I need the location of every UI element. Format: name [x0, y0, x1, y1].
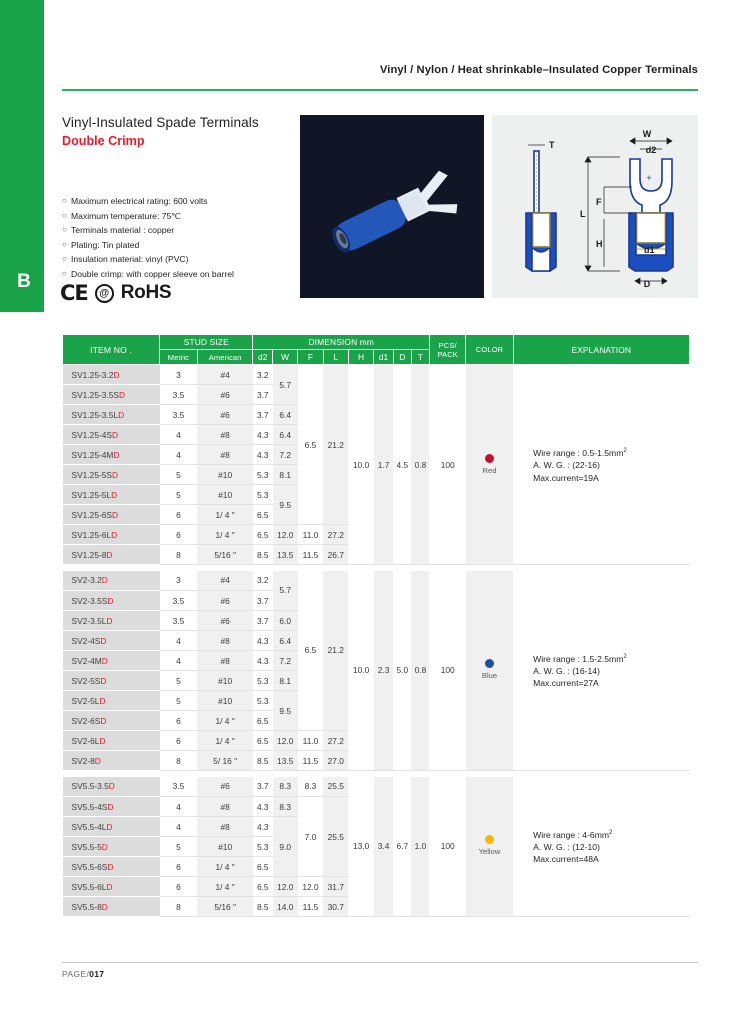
cell-american: 1/ 4 ": [197, 857, 253, 877]
eco-recycle-icon: @: [95, 284, 114, 303]
cell-d2: 5.3: [253, 837, 273, 857]
cell-american: #10: [197, 485, 253, 505]
cell-american: #10: [197, 465, 253, 485]
item-suffix: D: [101, 901, 108, 912]
item-suffix: D: [107, 801, 114, 812]
cell-d1: 1.7: [374, 365, 394, 565]
cell-pcs-pack: 100: [429, 365, 465, 565]
cell-item-no: SV2-4SD: [63, 631, 160, 651]
th-pcs-line1: PCS/: [438, 340, 457, 350]
certification-row: [60, 281, 171, 305]
color-name: Yellow: [478, 847, 501, 857]
cell-d2: 6.5: [253, 731, 273, 751]
label-D: D: [643, 279, 651, 289]
cell-item-no: SV5.5-8D: [63, 897, 160, 917]
cell-d2: 4.3: [253, 651, 273, 671]
cell-d2: 6.5: [253, 857, 273, 877]
cell-w: 14.0: [273, 897, 298, 917]
cell-item-no: SV5.5-4LD: [63, 817, 160, 837]
explanation-line: Max.current=27A: [533, 678, 599, 689]
cell-item-no: SV1.25-3.5SD: [63, 385, 160, 405]
item-suffix: D: [101, 655, 108, 666]
cell-l: 31.7: [323, 877, 348, 897]
cell-item-no: SV2-3.2D: [63, 571, 160, 591]
cell-d1: 2.3: [374, 571, 394, 771]
spec-item-label: Terminals material : copper: [71, 225, 175, 236]
label-T: T: [549, 140, 555, 150]
explanation-line: Max.current=48A: [533, 854, 599, 865]
cell-metric: 3.5: [160, 611, 198, 631]
explanation-line: Max.current=19A: [533, 472, 599, 483]
cell-american: #6: [197, 611, 253, 631]
item-suffix: D: [100, 635, 107, 646]
explanation-line: A. W. G. : (22-16): [533, 460, 600, 471]
spec-list: [62, 194, 298, 282]
cell-w: 9.0: [273, 817, 298, 877]
cell-w: 7.2: [273, 445, 298, 465]
color-swatch-icon: [485, 454, 494, 463]
cell-t: 0.8: [411, 365, 429, 565]
cell-pcs-pack: 100: [429, 777, 465, 917]
th-pcs-line2: PACK: [437, 349, 458, 359]
cell-w: 8.1: [273, 465, 298, 485]
th-metric: Metric: [160, 350, 198, 365]
cell-d2: 4.3: [253, 631, 273, 651]
cell-d2: 3.7: [253, 405, 273, 425]
bullet-icon: ○: [62, 254, 67, 264]
item-suffix: D: [94, 755, 101, 766]
cell-w: 8.3: [273, 777, 298, 797]
cell-item-no: SV2-5SD: [63, 671, 160, 691]
cell-d2: 8.5: [253, 545, 273, 565]
cell-d2: 5.3: [253, 485, 273, 505]
cell-item-no: SV1.25-6LD: [63, 525, 160, 545]
cell-american: #4: [197, 365, 253, 385]
item-suffix: D: [107, 861, 114, 872]
item-suffix: D: [106, 821, 113, 832]
cell-metric: 8: [160, 545, 198, 565]
th-dimension: DIMENSION mm: [253, 335, 430, 350]
item-suffix: D: [111, 529, 118, 540]
th-item-no: ITEM NO .: [63, 335, 160, 365]
cell-metric: 8: [160, 751, 198, 771]
cell-w: 6.4: [273, 631, 298, 651]
page-footer: [62, 969, 104, 979]
bullet-icon: ○: [62, 268, 67, 278]
cell-american: 5/16 ": [197, 897, 253, 917]
color-swatch-icon: [485, 835, 494, 844]
spec-item-label: Plating: Tin plated: [71, 239, 140, 250]
cell-d2: 3.7: [253, 777, 273, 797]
page-header-title: Vinyl / Nylon / Heat shrinkable–Insulated Copper Terminals: [379, 64, 698, 76]
cell-w: 13.5: [273, 751, 298, 771]
cell-d2: 4.3: [253, 445, 273, 465]
th-pcs-pack: [429, 335, 465, 365]
cell-w: 6.0: [273, 611, 298, 631]
cell-d: 4.5: [393, 365, 411, 565]
cell-metric: 6: [160, 857, 198, 877]
spec-item: [62, 238, 298, 253]
footer-divider: [62, 962, 698, 963]
color-name: Blue: [481, 671, 498, 681]
cell-metric: 3.5: [160, 385, 198, 405]
cell-d2: 6.5: [253, 877, 273, 897]
cell-f: 11.0: [298, 525, 323, 545]
cell-l: 30.7: [323, 897, 348, 917]
cell-american: 1/ 4 ": [197, 505, 253, 525]
cell-american: #8: [197, 797, 253, 817]
cell-item-no: SV2-6LD: [63, 731, 160, 751]
svg-text:+: +: [646, 173, 652, 183]
item-suffix: D: [106, 615, 113, 626]
explanation-line: Wire range : $4-6mm^2$: [533, 829, 613, 840]
item-suffix: D: [101, 841, 108, 852]
cell-item-no: SV5.5-3.5D: [63, 777, 160, 797]
cell-item-no: SV1.25-4MD: [63, 445, 160, 465]
spec-item-label: Insulation material: vinyl (PVC): [71, 254, 189, 265]
cell-american: #6: [197, 385, 253, 405]
cell-metric: 4: [160, 817, 198, 837]
cell-d2: 4.3: [253, 425, 273, 445]
ce-icon: CE: [60, 281, 88, 305]
cell-metric: 3.5: [160, 405, 198, 425]
cell-item-no: SV1.25-8D: [63, 545, 160, 565]
cell-metric: 6: [160, 525, 198, 545]
section-tab-b: B: [8, 265, 40, 299]
cell-metric: 3.5: [160, 777, 198, 797]
table-head: [63, 335, 690, 365]
cell-w: 8.1: [273, 671, 298, 691]
th-d2: d2: [253, 350, 273, 365]
cell-l: 21.2: [323, 365, 348, 525]
cell-w: 6.4: [273, 405, 298, 425]
label-d2: d2: [645, 145, 657, 155]
cell-american: #8: [197, 445, 253, 465]
item-suffix: D: [100, 675, 107, 686]
cell-d2: 6.5: [253, 711, 273, 731]
cell-l: 27.2: [323, 525, 348, 545]
cell-w: 5.7: [273, 571, 298, 611]
cell-explanation: [513, 365, 689, 565]
cell-l: 27.2: [323, 731, 348, 751]
cell-item-no: SV2-3.5SD: [63, 591, 160, 611]
cell-item-no: SV5.5-6SD: [63, 857, 160, 877]
explanation-line: Wire range : $0.5-1.5mm^2$: [533, 447, 627, 458]
cell-american: #8: [197, 425, 253, 445]
bullet-icon: ○: [62, 225, 67, 235]
product-title: Vinyl-Insulated Spade Terminals: [62, 115, 259, 130]
bullet-icon: ○: [62, 196, 67, 205]
cell-american: #6: [197, 591, 253, 611]
header-divider: [62, 89, 698, 91]
color-swatch-icon: [485, 659, 494, 668]
item-suffix: D: [112, 509, 119, 520]
cell-item-no: SV2-3.5LD: [63, 611, 160, 631]
cell-f: 12.0: [298, 877, 323, 897]
th-american: American: [197, 350, 253, 365]
cell-d2: 3.7: [253, 385, 273, 405]
label-H: H: [596, 239, 603, 249]
item-suffix: D: [99, 695, 106, 706]
cell-f: 8.3: [298, 777, 323, 797]
specifications-table: [62, 334, 690, 917]
spec-item-label: Maximum electrical rating: 600 volts: [71, 196, 208, 206]
cell-color: [466, 571, 513, 771]
cell-item-no: SV1.25-5SD: [63, 465, 160, 485]
item-suffix: D: [106, 549, 113, 560]
cell-d2: 4.3: [253, 817, 273, 837]
cell-f: 11.5: [298, 897, 323, 917]
cell-item-no: SV5.5-6LD: [63, 877, 160, 897]
spec-item: [62, 267, 298, 282]
cell-color: [466, 777, 513, 917]
th-t: T: [411, 350, 429, 365]
cell-explanation: [513, 777, 689, 917]
cell-f: 6.5: [298, 365, 323, 525]
cell-item-no: SV2-5LD: [63, 691, 160, 711]
cell-f: 11.5: [298, 751, 323, 771]
item-suffix: D: [112, 429, 119, 440]
cell-metric: 5: [160, 671, 198, 691]
cell-d2: 3.2: [253, 571, 273, 591]
cell-t: 1.0: [411, 777, 429, 917]
cell-w: 12.0: [273, 525, 298, 545]
cell-american: 1/ 4 ": [197, 711, 253, 731]
unit-superscript: 2: [623, 447, 627, 454]
product-photo: [300, 115, 484, 298]
cell-l: 25.5: [323, 777, 348, 797]
item-suffix: D: [106, 881, 113, 892]
cell-d2: 5.3: [253, 671, 273, 691]
table-row: [63, 777, 690, 797]
cell-d2: 5.3: [253, 465, 273, 485]
spec-item-label: Double crimp: with copper sleeve on barrel: [71, 268, 234, 279]
cell-item-no: SV2-4MD: [63, 651, 160, 671]
cell-w: 8.3: [273, 797, 298, 817]
cell-w: 7.2: [273, 651, 298, 671]
item-suffix: D: [101, 575, 108, 586]
cell-american: #6: [197, 405, 253, 425]
cell-metric: 4: [160, 425, 198, 445]
spec-item: [62, 252, 298, 267]
cell-d2: 3.7: [253, 591, 273, 611]
table-row: [63, 571, 690, 591]
item-suffix: D: [112, 469, 119, 480]
cell-l: 25.5: [323, 797, 348, 877]
th-stud-size: STUD SIZE: [160, 335, 253, 350]
th-w: W: [273, 350, 298, 365]
item-suffix: D: [119, 389, 126, 400]
cell-d2: 5.3: [253, 691, 273, 711]
explanation-line: A. W. G. : (12-10): [533, 841, 600, 852]
cell-american: #8: [197, 631, 253, 651]
label-L: L: [580, 209, 586, 219]
cell-american: 1/ 4 ": [197, 525, 253, 545]
cell-w: 13.5: [273, 545, 298, 565]
cell-metric: 5: [160, 837, 198, 857]
technical-drawing: [492, 115, 698, 298]
cell-d1: 3.4: [374, 777, 394, 917]
cell-american: 1/ 4 ": [197, 877, 253, 897]
cell-l: 21.2: [323, 571, 348, 731]
cell-metric: 3.5: [160, 591, 198, 611]
th-d1: d1: [374, 350, 394, 365]
cell-metric: 6: [160, 731, 198, 751]
cell-american: #8: [197, 817, 253, 837]
cell-d2: 3.2: [253, 365, 273, 385]
cell-color: [466, 365, 513, 565]
th-h: H: [348, 350, 373, 365]
cell-f: 7.0: [298, 797, 323, 877]
bullet-icon: ○: [62, 210, 67, 220]
cell-metric: 3: [160, 571, 198, 591]
cell-d2: 8.5: [253, 751, 273, 771]
unit-superscript: 2: [623, 653, 627, 660]
cell-explanation: [513, 571, 689, 771]
cell-item-no: SV1.25-3.5LD: [63, 405, 160, 425]
cell-metric: 4: [160, 651, 198, 671]
item-suffix: D: [118, 409, 125, 420]
bullet-icon: ○: [62, 239, 67, 249]
th-d: D: [393, 350, 411, 365]
cell-w: 6.4: [273, 425, 298, 445]
cell-item-no: SV1.25-3.2D: [63, 365, 160, 385]
cell-metric: 4: [160, 445, 198, 465]
cell-metric: 6: [160, 505, 198, 525]
label-d1: d1: [644, 245, 655, 255]
spec-item: [62, 209, 298, 224]
cell-f: 6.5: [298, 571, 323, 731]
cell-h: 10.0: [348, 571, 373, 771]
item-suffix: D: [113, 449, 120, 460]
spec-item: [62, 223, 298, 238]
cell-american: #10: [197, 671, 253, 691]
cell-item-no: SV1.25-6SD: [63, 505, 160, 525]
cell-d2: 6.5: [253, 525, 273, 545]
cell-metric: 6: [160, 711, 198, 731]
cell-f: 11.5: [298, 545, 323, 565]
cell-h: 10.0: [348, 365, 373, 565]
th-color: COLOR: [466, 335, 513, 365]
label-W: W: [642, 129, 652, 139]
cell-metric: 8: [160, 897, 198, 917]
cell-item-no: SV5.5-4SD: [63, 797, 160, 817]
product-subtitle: Double Crimp: [62, 134, 145, 148]
explanation-line: A. W. G. : (16-14): [533, 665, 600, 676]
label-F: F: [596, 197, 602, 207]
cell-w: 9.5: [273, 691, 298, 731]
cell-d2: 6.5: [253, 505, 273, 525]
cell-american: #8: [197, 651, 253, 671]
cell-w: 12.0: [273, 877, 298, 897]
cell-item-no: SV2-8D: [63, 751, 160, 771]
cell-l: 26.7: [323, 545, 348, 565]
item-suffix: D: [113, 369, 120, 380]
unit-superscript: 2: [609, 829, 613, 836]
rohs-label: RoHS: [120, 282, 172, 303]
cell-w: 9.5: [273, 485, 298, 525]
cell-american: #10: [197, 837, 253, 857]
spec-item: [62, 194, 298, 209]
cell-d2: 8.5: [253, 897, 273, 917]
item-suffix: D: [111, 489, 118, 500]
spec-item-label: Maximum temperature: 75℃: [71, 210, 181, 221]
cell-t: 0.8: [411, 571, 429, 771]
cell-pcs-pack: 100: [429, 571, 465, 771]
cell-w: 12.0: [273, 731, 298, 751]
th-f: F: [298, 350, 323, 365]
footer-label: PAGE/: [62, 969, 90, 979]
cell-american: 5/ 16 ": [197, 751, 253, 771]
cell-american: #4: [197, 571, 253, 591]
table-row: [63, 365, 690, 385]
cell-d: 5.0: [393, 571, 411, 771]
cell-d2: 3.7: [253, 611, 273, 631]
cell-metric: 5: [160, 465, 198, 485]
cell-w: 5.7: [273, 365, 298, 405]
cell-l: 27.0: [323, 751, 348, 771]
th-l: L: [323, 350, 348, 365]
cell-american: 5/16 ": [197, 545, 253, 565]
cell-h: 13.0: [348, 777, 373, 917]
table-body: [63, 365, 690, 917]
cell-item-no: SV2-6SD: [63, 711, 160, 731]
cell-item-no: SV5.5-5D: [63, 837, 160, 857]
cell-metric: 3: [160, 365, 198, 385]
cell-american: #10: [197, 691, 253, 711]
th-explanation: EXPLANATION: [513, 335, 689, 365]
cell-metric: 5: [160, 485, 198, 505]
cell-american: #6: [197, 777, 253, 797]
item-suffix: D: [108, 781, 115, 792]
color-name: Red: [482, 465, 497, 475]
cell-metric: 6: [160, 877, 198, 897]
cell-f: 11.0: [298, 731, 323, 751]
item-suffix: D: [99, 735, 106, 746]
cell-d: 6.7: [393, 777, 411, 917]
cell-metric: 4: [160, 631, 198, 651]
footer-page-number: 017: [89, 969, 105, 979]
cell-item-no: SV1.25-4SD: [63, 425, 160, 445]
cell-item-no: SV1.25-5LD: [63, 485, 160, 505]
item-suffix: D: [107, 595, 114, 606]
item-suffix: D: [100, 715, 107, 726]
cell-american: 1/ 4 ": [197, 731, 253, 751]
cell-d2: 4.3: [253, 797, 273, 817]
cell-metric: 4: [160, 797, 198, 817]
explanation-line: Wire range : $1.5-2.5mm^2$: [533, 653, 627, 664]
cell-metric: 5: [160, 691, 198, 711]
